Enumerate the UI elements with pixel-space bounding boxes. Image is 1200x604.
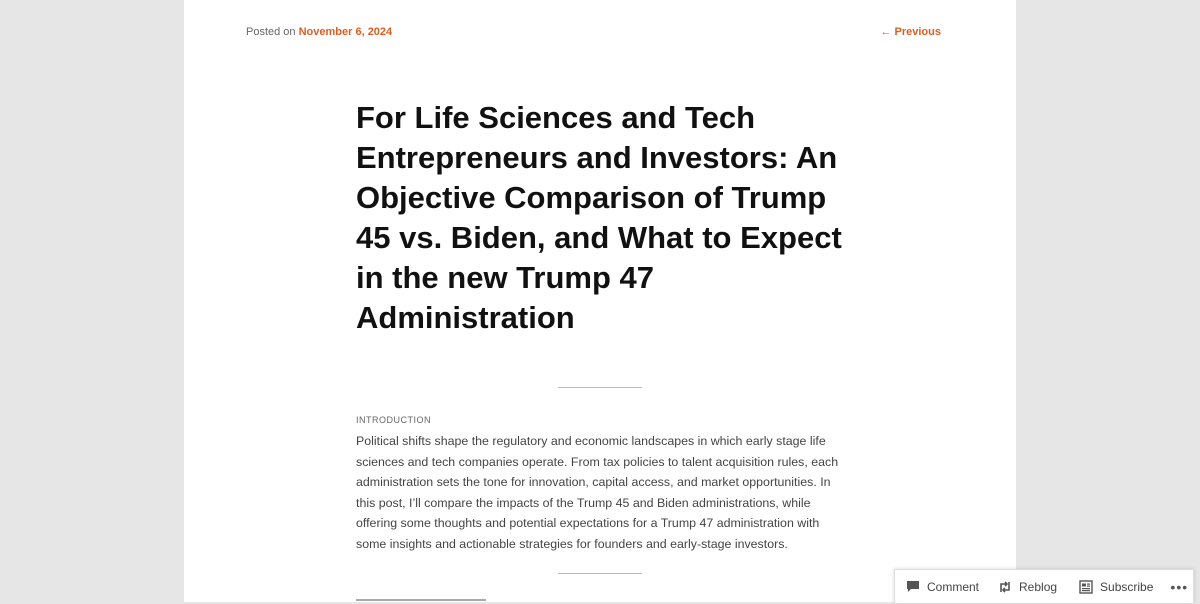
- comment-button[interactable]: [906, 580, 979, 594]
- reblog-button[interactable]: [998, 580, 1057, 594]
- comment-icon: [906, 580, 920, 594]
- subscribe-label: Subscribe: [1100, 579, 1154, 594]
- posted-prefix: Posted on: [246, 26, 296, 38]
- subscribe-icon: [1079, 580, 1093, 594]
- post-meta: [246, 26, 392, 38]
- section-label: INTRODUCTION: [356, 415, 431, 425]
- comment-label: Comment: [927, 579, 980, 594]
- reblog-icon: [998, 580, 1012, 594]
- more-options-button[interactable]: •••: [1170, 578, 1189, 595]
- subscribe-button[interactable]: [1079, 580, 1153, 594]
- section-divider: [558, 387, 642, 388]
- post-date-link[interactable]: November 6, 2024: [298, 26, 393, 38]
- reblog-label: Reblog: [1019, 579, 1058, 594]
- section-divider-2: [558, 573, 642, 574]
- previous-post-link[interactable]: ← Previous: [880, 26, 941, 38]
- post-title: For Life Sciences and Tech Entrepreneurs and Investors: An Objective Comparison of Trump 45 vs. Biden, and What to Expect in the new Trump 47 Administration: [356, 100, 842, 335]
- action-bar: [894, 569, 1194, 603]
- intro-paragraph: Political shifts shape the regulatory and economic landscapes in which early stage life sciences and tech companies operate. From tax policies to talent acquisition rules, each administration sets the tone for innovation, capital access, and market opportunities. In this post, I’ll compare the impacts of the Trump 45 and Biden administrations, while offering some thoughts and potential expectations for a Trump 47 administration with some insights and actionable strategies for founders and early-stage investors.: [356, 434, 839, 551]
- cutoff-heading: [356, 598, 486, 604]
- post-page: [184, 0, 1016, 602]
